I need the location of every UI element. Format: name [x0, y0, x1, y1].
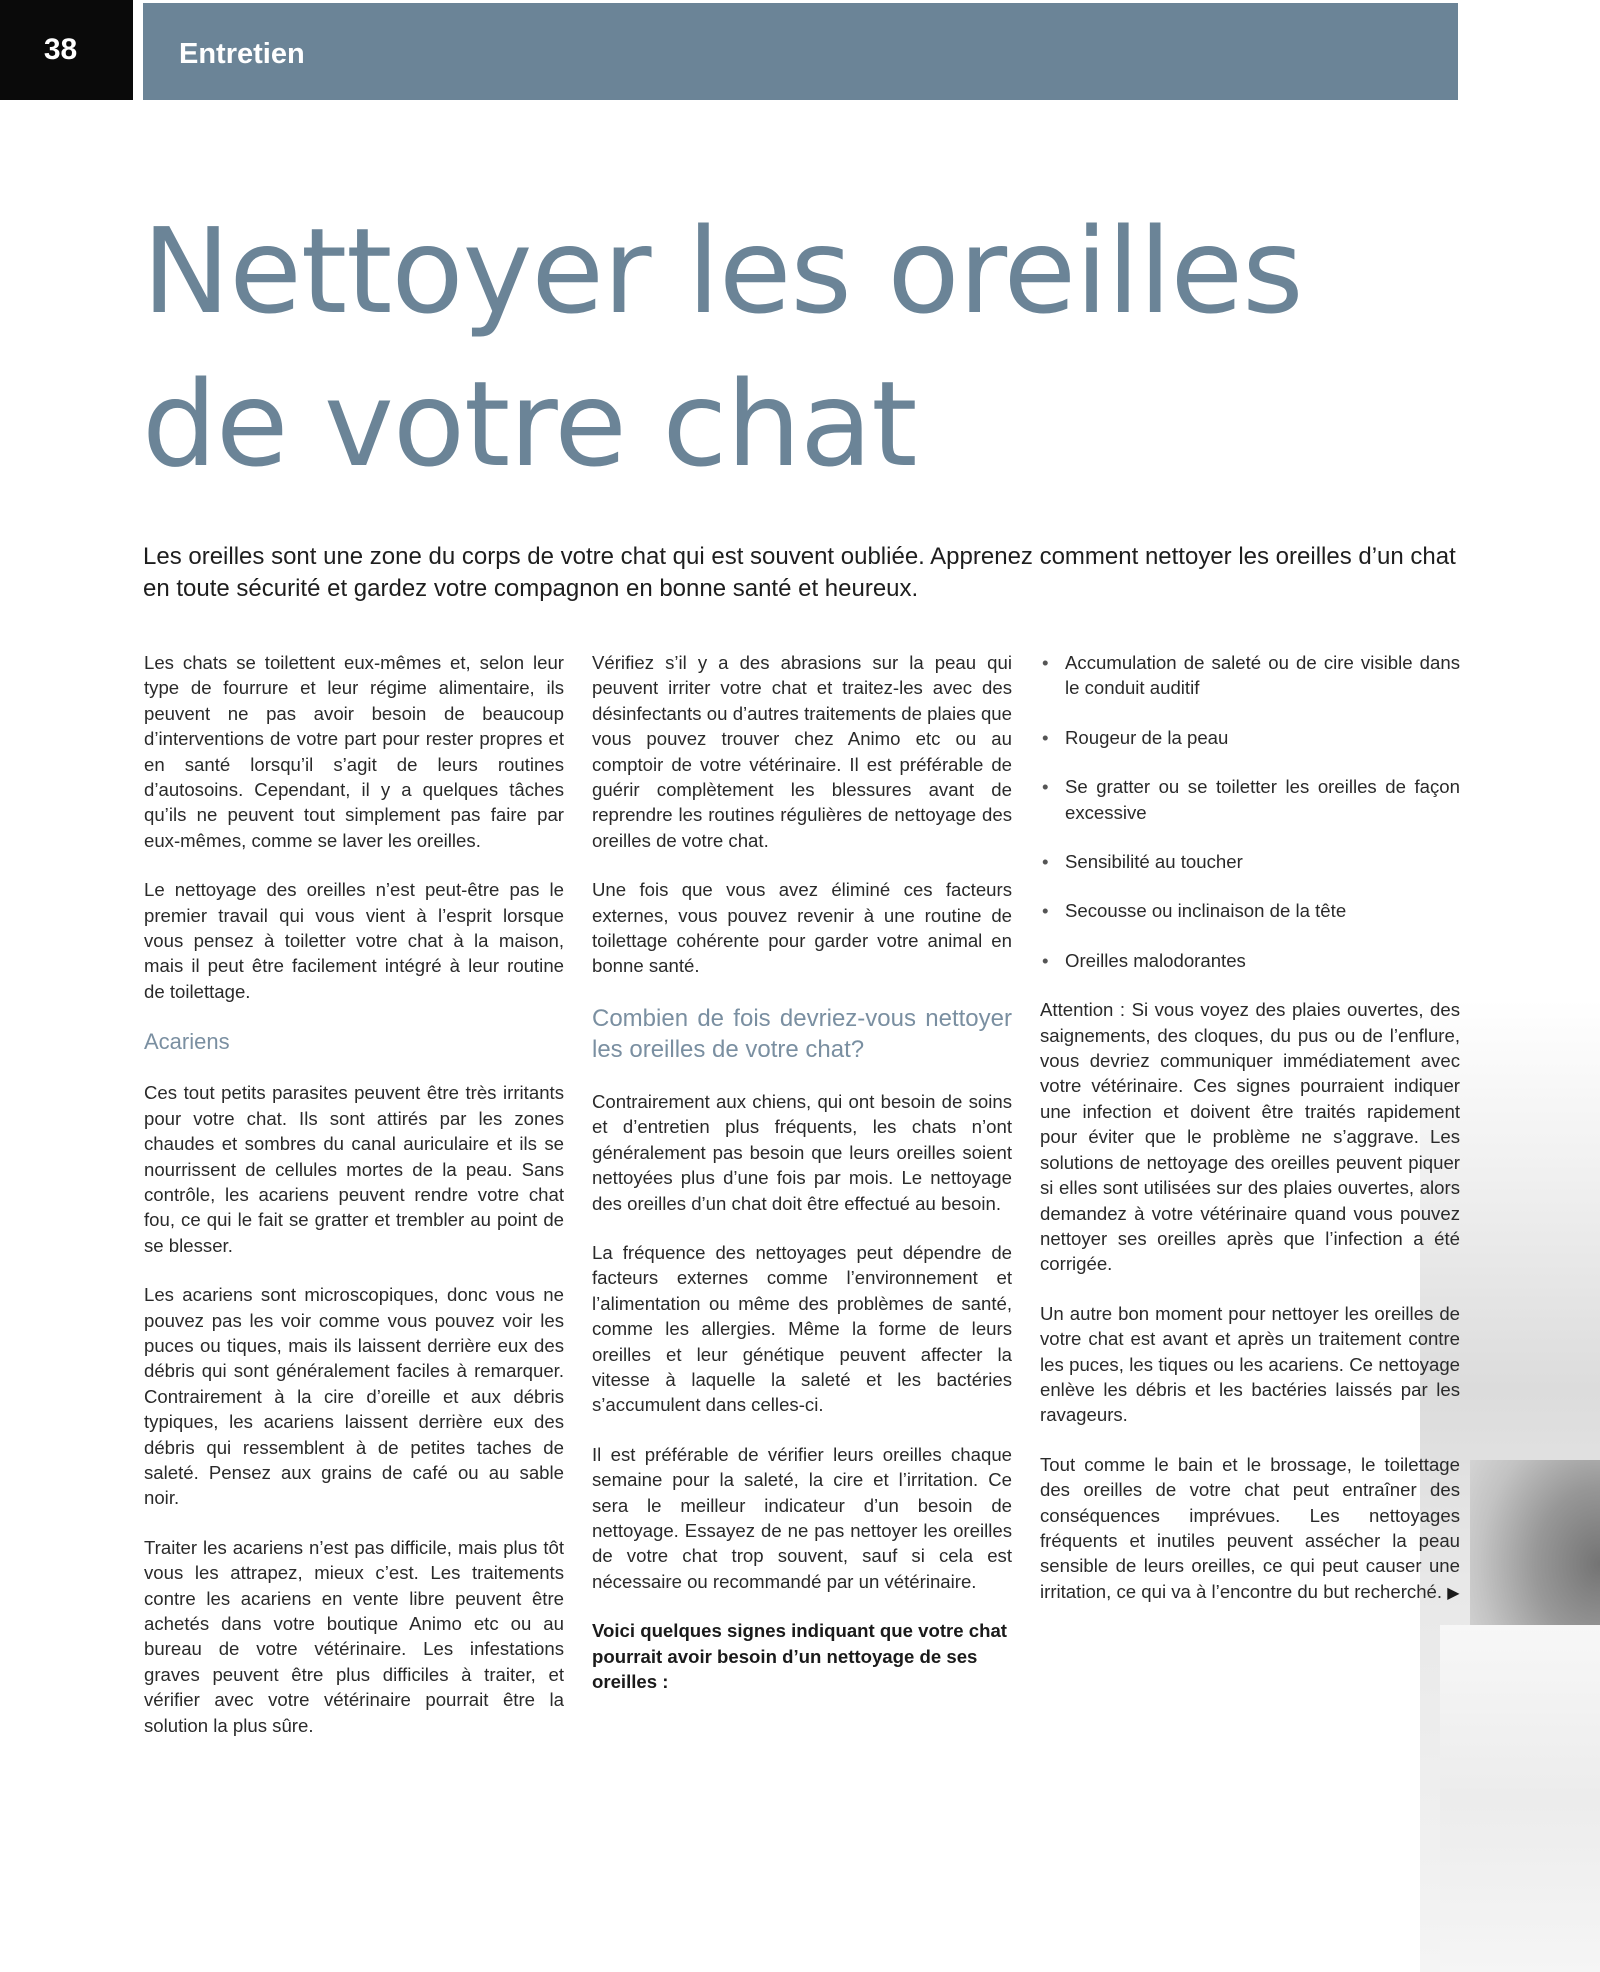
list-item-text: Rougeur de la peau — [1065, 726, 1229, 748]
bullet-icon: • — [1042, 726, 1049, 748]
signs-lead-in: Voici quelques signes indiquant que votre chat pourrait avoir besoin d’un nettoyage de ses oreilles : — [592, 1620, 1007, 1692]
bullet-icon: • — [1042, 851, 1049, 873]
list-item-text: Oreilles malodorantes — [1065, 949, 1246, 971]
subheading-acariens: Acariens — [144, 1029, 230, 1055]
paragraph: Traiter les acariens n’est pas difficile, mais plus tôt vous les attrapez, mieux c’est. Les traitements contre les acariens en vente libre peuvent être achetés dans votre boutique Animo etc ou au bureau de votre vétérinaire. Les infestations graves peuvent être plus difficiles à traiter, et vérifier avec votre vétérinaire pourrait être la solution la plus sûre. — [144, 1536, 564, 1736]
list-item-text: Sensibilité au toucher — [1065, 851, 1243, 873]
paragraph: Les chats se toilettent eux-mêmes et, selon leur type de fourrure et leur régime alimentaire, ils peuvent ne pas avoir besoin de beaucoup d’interventions de votre part pour rester propres et en santé lorsqu’il s’agit de leurs routines d’autosoins. Cependant, il y a quelques tâches qu’ils ne peuvent tout simplement pas faire par eux-mêmes, comme se laver les oreilles. — [144, 652, 564, 851]
list-item — [1040, 774, 1460, 825]
paragraph: Contrairement aux chiens, qui ont besoin de soins et d’entretien plus fréquents, les chats n’ont généralement pas besoin que leurs oreilles soient nettoyées plus d’une fois par mois. Le nettoyage des oreilles d’un chat doit être effectué au besoin. — [592, 1090, 1012, 1214]
column-1 — [144, 650, 564, 1762]
paragraph: Le nettoyage des oreilles n’est peut-être pas le premier travail qui vous vient à l’esprit lorsque vous pensez à toiletter votre chat à la maison, mais il peut être facilement intégré à leur routine de toilettage. — [144, 879, 564, 1002]
paragraph: Une fois que vous avez éliminé ces facteurs externes, vous pouvez revenir à une routine de toilettage cohérente pour garder votre animal en bonne santé. — [592, 879, 1012, 977]
list-item — [1040, 948, 1460, 973]
paragraph: Vérifiez s’il y a des abrasions sur la peau qui peuvent irriter votre chat et traitez-les avec des désinfectants ou d’autres traitements de plaies que vous pouvez trouver chez Animo etc ou au comptoir de votre vétérinaire. Il est préférable de guérir complètement les blessures avant de reprendre les routines régulières de nettoyage des oreilles de votre chat. — [592, 652, 1012, 851]
paragraph: Les acariens sont microscopiques, donc vous ne pouvez pas les voir comme vous pouvez voir les puces ou tiques, mais ils laissent derrière eux des débris qui sont généralement faciles à remarquer. Contrairement à la cire d’oreille et aux débris typiques, les acariens laissent derrière eux des débris qui ressemblent à de petites taches de saleté. Pensez aux grains de café ou au sable noir. — [144, 1284, 564, 1509]
page-number: 38 — [0, 0, 133, 100]
list-item-text: Secousse ou inclinaison de la tête — [1065, 900, 1347, 922]
section-header-band — [143, 3, 1458, 100]
column-3 — [1040, 650, 1460, 1630]
bullet-icon: • — [1042, 900, 1049, 922]
article-intro: Les oreilles sont une zone du corps de votre chat qui est souvent oubliée. Apprenez comment nettoyer les oreilles d’un chat en toute sécurité et gardez votre compagnon en bonne santé et heureux. — [143, 543, 1456, 602]
bullet-icon: • — [1042, 652, 1049, 673]
list-item — [1040, 849, 1460, 874]
bullet-icon: • — [1042, 776, 1049, 798]
article-title: Nettoyer les oreilles de votre chat — [142, 202, 1303, 493]
signs-list — [1040, 650, 1460, 973]
list-item-text: Accumulation de saleté ou de cire visible dans le conduit auditif — [1065, 652, 1460, 699]
snow-photo — [1440, 1625, 1600, 1972]
column-2 — [592, 650, 1012, 1718]
paragraph: Ces tout petits parasites peuvent être très irritants pour votre chat. Ils sont attirés par les zones chaudes et sombres du canal auriculaire et ils se nourrissent de cellules mortes de la peau. Sans contrôle, les acariens peuvent rendre votre chat fou, ce qui le fait se gratter et trembler au point de se blesser. — [144, 1082, 564, 1256]
continue-arrow-icon: ▶ — [1447, 1584, 1460, 1602]
list-item — [1040, 725, 1460, 750]
list-item — [1040, 898, 1460, 923]
list-item — [1040, 650, 1460, 701]
paragraph: Un autre bon moment pour nettoyer les oreilles de votre chat est avant et après un traitement contre les puces, les tiques ou les acariens. Ce nettoyage enlève les débris et les bactéries laissés par les ravageurs. — [1040, 1302, 1460, 1426]
list-item-text: Se gratter ou se toiletter les oreilles de façon excessive — [1065, 776, 1460, 823]
paragraph — [1040, 1452, 1460, 1606]
paragraph: Attention : Si vous voyez des plaies ouvertes, des saignements, des cloques, du pus ou de l’enflure, vous devriez communiquer immédiatement avec votre vétérinaire. Ces signes pourraient indiquer une infection et doivent être traités rapidement pour éviter que le problème ne s’aggrave. Les solutions de nettoyage des oreilles peuvent piquer si elles sont utilisées sur des plaies ouvertes, alors demandez à votre vétérinaire quand vous pouvez nettoyer ses oreilles après que l’infection a été corrigée. — [1040, 999, 1460, 1275]
subheading-frequency: Combien de fois devriez-vous nettoyer les oreilles de votre chat? — [592, 1004, 1012, 1063]
paragraph-text: Tout comme le bain et le brossage, le toilettage des oreilles de votre chat peut entraîner des conséquences imprévues. Les nettoyages fréquents et inutiles peuvent assécher la peau sensible de leurs oreilles, ce qui peut causer une irritation, ce qui va à l’encontre du but recherché. — [1040, 1453, 1460, 1602]
bullet-icon: • — [1042, 949, 1049, 971]
paragraph: La fréquence des nettoyages peut dépendre de facteurs externes comme l’environnement et l’alimentation ou même des problèmes de santé, comme les allergies. Même la forme de leurs oreilles et leur génétique peuvent affecter la vitesse à laquelle la saleté et les bactéries s’accumulent dans celles-ci. — [592, 1241, 1012, 1416]
section-label: Entretien — [179, 38, 305, 70]
paragraph: Il est préférable de vérifier leurs oreilles chaque semaine pour la saleté, la cire et l’irritation. Ce sera le meilleur indicateur d’un besoin de nettoyage. Essayez de ne pas nettoyer les oreilles de votre chat trop souvent, sauf si cela est nécessaire ou recommandé par un vétérinaire. — [592, 1443, 1012, 1592]
